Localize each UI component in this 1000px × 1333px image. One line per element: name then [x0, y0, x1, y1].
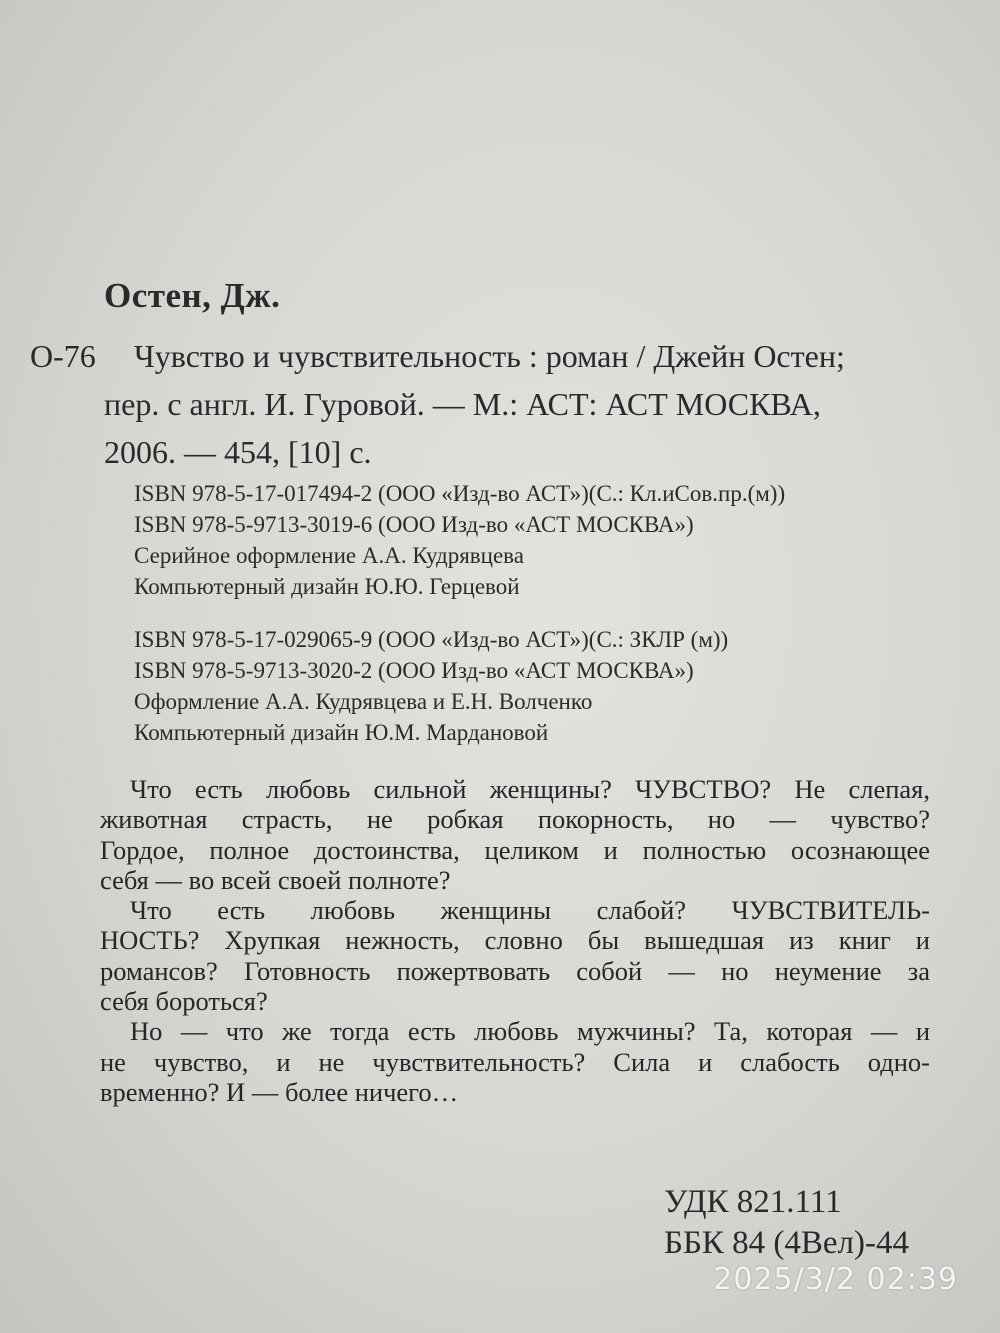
design-credit: Серийное оформление А.А. Кудрявцева [134, 543, 524, 568]
annotation-line: Что есть любовь женщины слабой? ЧУВСТВИТЕЛЬ- [130, 895, 930, 926]
annotation-line: животная страсть, не робкая покорность, но — чувство? [100, 804, 930, 835]
photo-timestamp: 2025/3/2 02:39 [713, 1262, 958, 1297]
annotation-line: себя — во всей своей полноте? [100, 864, 451, 895]
annotation-line: романсов? Готовность пожертвовать собой — но неумение за [100, 955, 930, 986]
isbn-line: ISBN 978-5-17-017494-2 (ООО «Изд-во АСТ»)(С.: Кл.иСов.пр.(м)) [134, 481, 786, 506]
classification-block [664, 1182, 909, 1264]
annotation-line: Но — что же тогда есть любовь мужчины? Та, которая — и [130, 1016, 930, 1047]
annotation-line: Что есть любовь сильной женщины? ЧУВСТВО? Не слепая, [130, 774, 930, 804]
annotation-line: не чувство, и не чувствительность? Сила и слабость одно- [100, 1046, 930, 1077]
annotation-line: Гордое, полное достоинства, целиком и полностью осознающее [100, 834, 930, 865]
annotation-line: НОСТЬ? Хрупкая нежность, словно бы вышедшая из книг и [100, 925, 930, 956]
bbk-code: ББК 84 (4Вел)-44 [664, 1225, 910, 1261]
biblio-line: 2006. — 454, [10] с. [104, 434, 372, 470]
isbn-line: ISBN 978-5-9713-3020-2 (ООО Изд-во «АСТ МОСКВА») [134, 658, 694, 683]
design-credit: Компьютерный дизайн Ю.Ю. Герцевой [134, 574, 520, 599]
udk-code: УДК 821.111 [664, 1184, 842, 1220]
annotation [100, 774, 930, 1107]
isbn-line: ISBN 978-5-17-029065-9 (ООО «Изд-во АСТ»)(С.: ЗКЛР (м)) [134, 627, 729, 652]
biblio-line: пер. с англ. И. Гуровой. — М.: АСТ: АСТ МОСКВА, [104, 386, 821, 422]
bibliographic-entry [104, 332, 924, 476]
annotation-line: временно? И — более ничего… [100, 1076, 459, 1107]
catalog-code: О-76 [30, 338, 96, 374]
isbn-line: ISBN 978-5-9713-3019-6 (ООО Изд-во «АСТ МОСКВА») [134, 512, 694, 537]
edition-block-1 [134, 478, 785, 602]
biblio-line: Чувство и чувствительность : роман / Джейн Остен; [134, 338, 845, 374]
design-credit: Компьютерный дизайн Ю.М. Мардановой [134, 720, 549, 745]
annotation-line: себя бороться? [100, 986, 268, 1017]
author-heading: Остен, Дж. [104, 276, 281, 315]
design-credit: Оформление А.А. Кудрявцева и Е.Н. Волченко [134, 689, 593, 714]
edition-block-2 [134, 624, 728, 748]
